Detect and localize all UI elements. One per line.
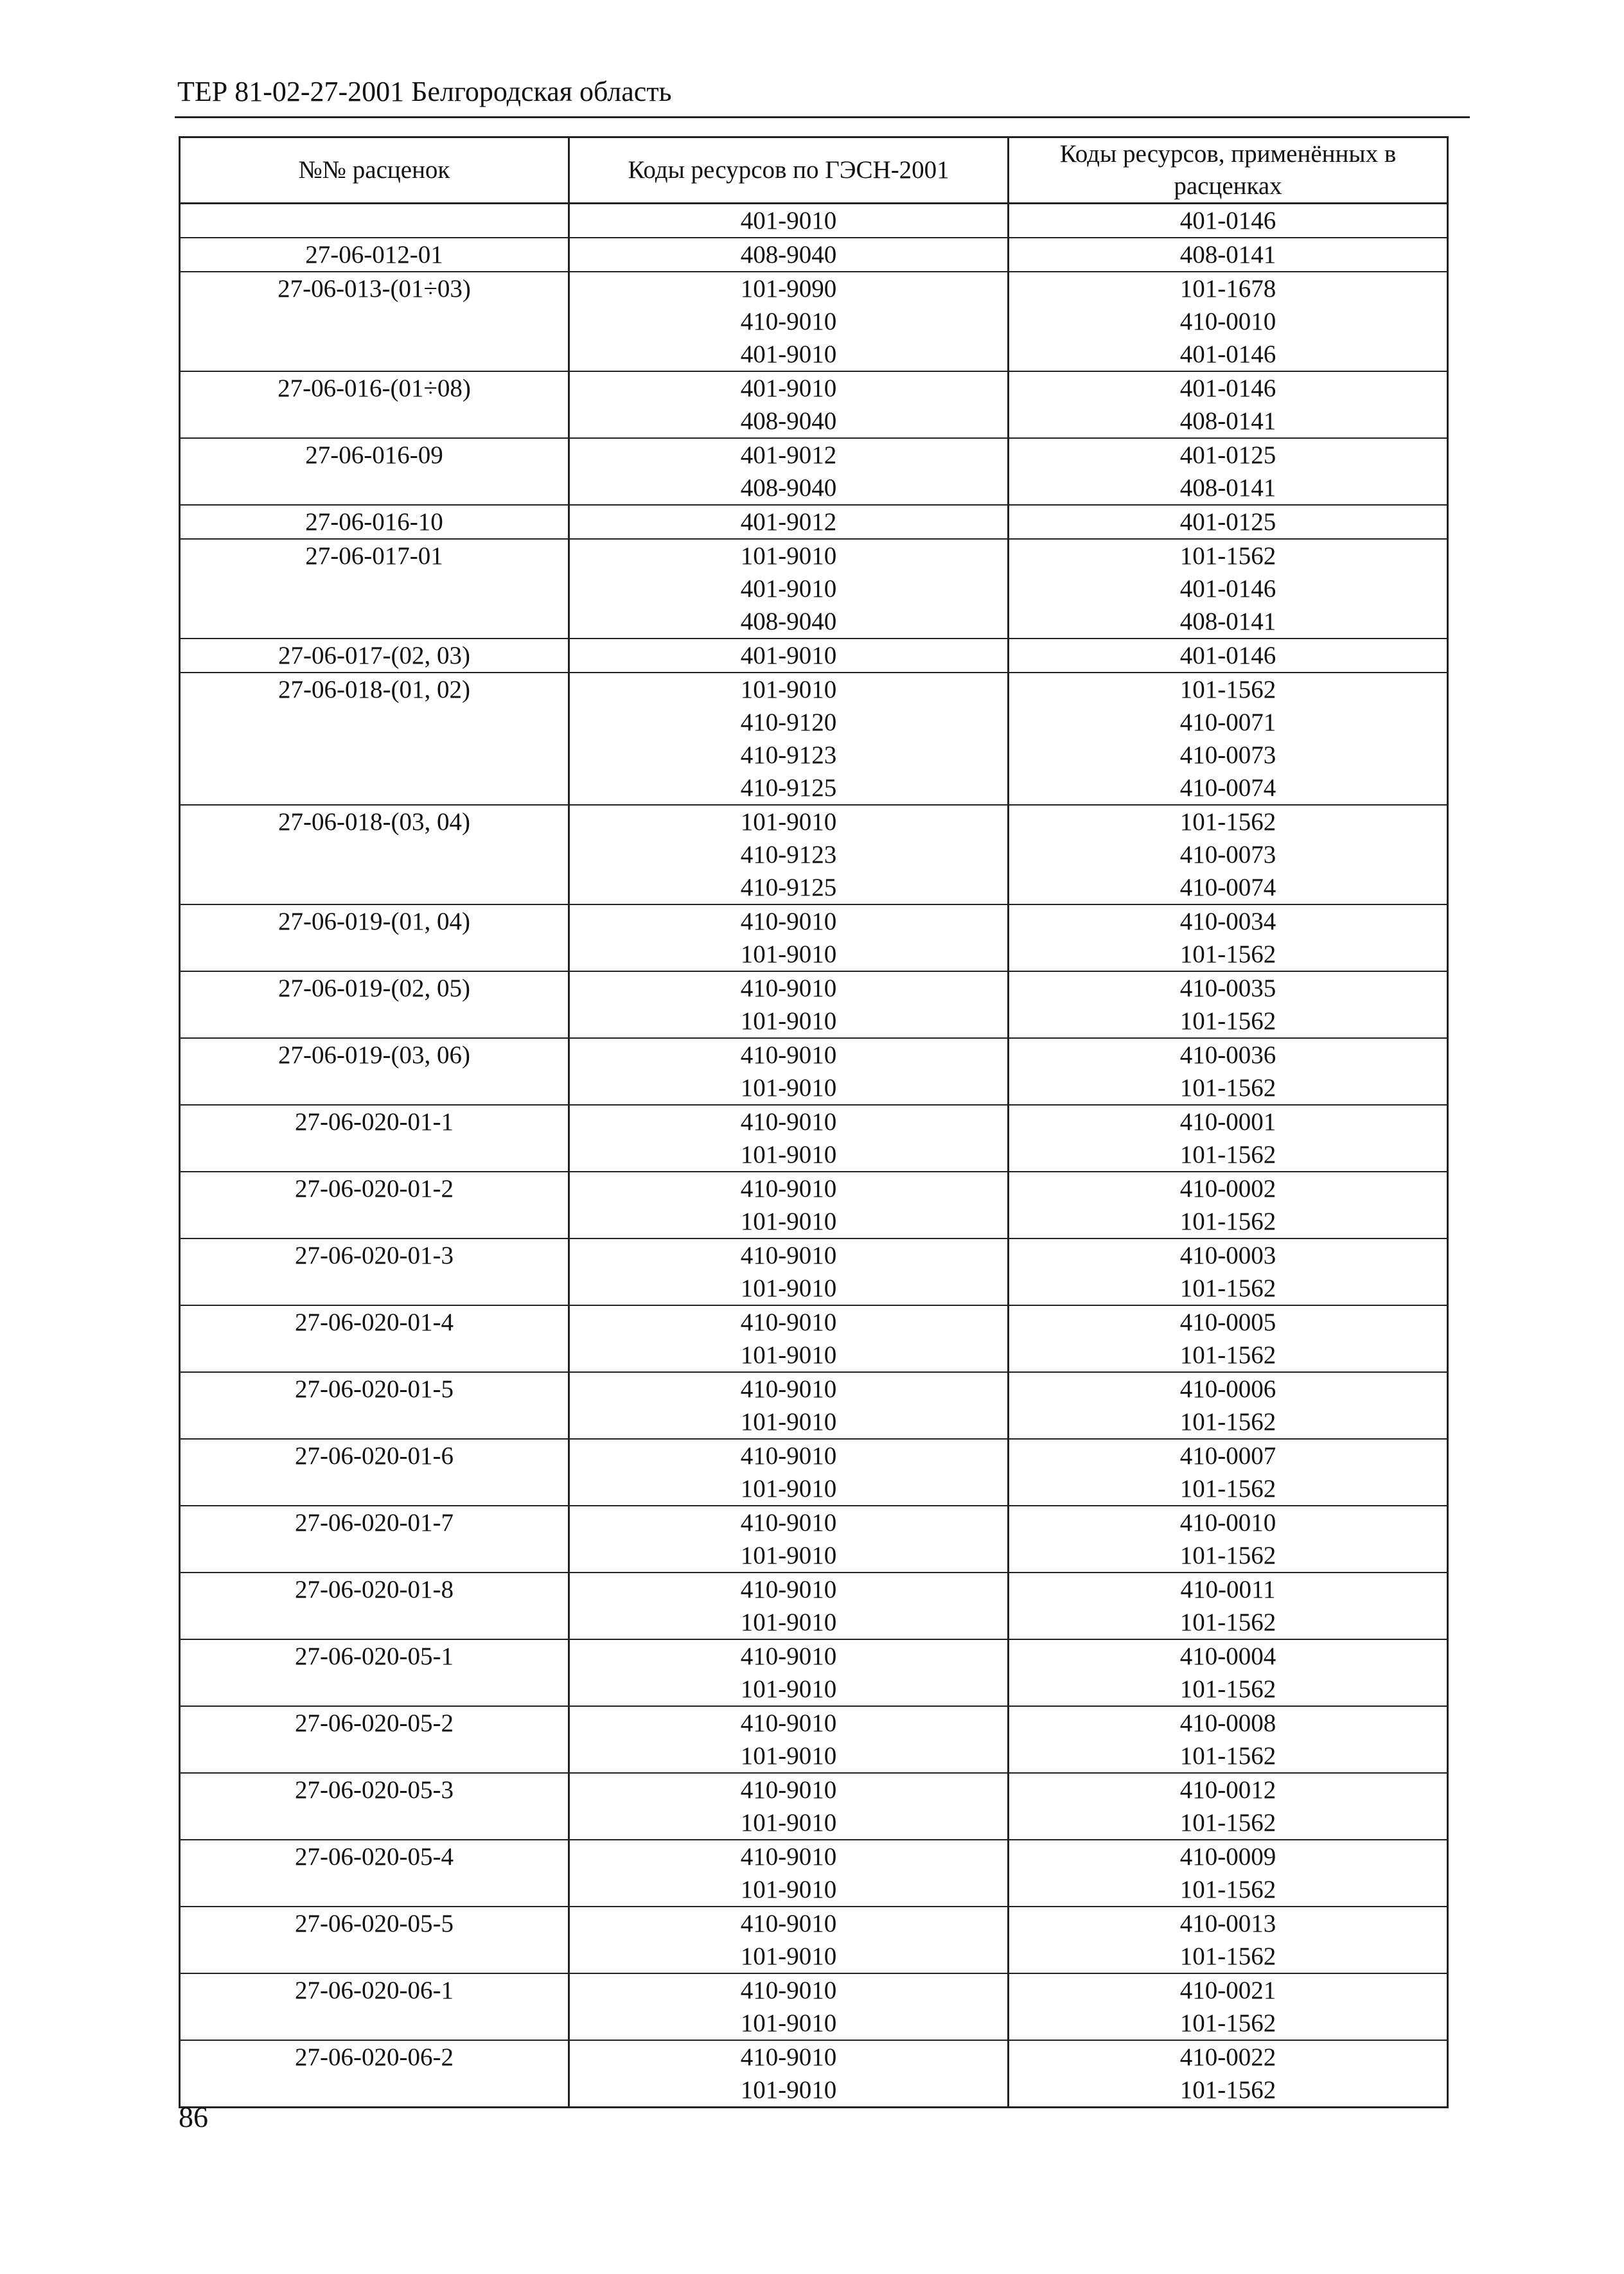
table-row bbox=[180, 1238, 1448, 1272]
applied-code-cell: 410-0073 bbox=[1009, 739, 1448, 771]
rate-number-cell: 27-06-020-05-3 bbox=[180, 1773, 569, 1806]
applied-code-cell: 410-0074 bbox=[1009, 771, 1448, 805]
rate-number-cell bbox=[180, 1806, 569, 1840]
table-row bbox=[180, 1506, 1448, 1539]
page-number: 86 bbox=[179, 2101, 208, 2133]
rate-number-cell: 27-06-020-01-1 bbox=[180, 1105, 569, 1138]
table-row bbox=[180, 1272, 1448, 1305]
applied-code-cell: 101-1562 bbox=[1009, 1071, 1448, 1105]
applied-code-cell: 101-1562 bbox=[1009, 1406, 1448, 1439]
gesn-code-cell: 101-9010 bbox=[569, 1740, 1009, 1773]
applied-code-cell: 101-1562 bbox=[1009, 1472, 1448, 1506]
applied-code-cell: 410-0006 bbox=[1009, 1372, 1448, 1406]
table-row bbox=[180, 706, 1448, 739]
rate-number-cell bbox=[180, 1940, 569, 1973]
gesn-code-cell: 410-9010 bbox=[569, 1038, 1009, 1071]
applied-code-cell: 410-0011 bbox=[1009, 1573, 1448, 1606]
header-rule bbox=[175, 116, 1470, 118]
gesn-code-cell: 410-9125 bbox=[569, 871, 1009, 904]
table-row bbox=[180, 371, 1448, 405]
applied-code-cell: 101-1562 bbox=[1009, 1339, 1448, 1372]
resource-codes-table bbox=[179, 136, 1449, 2108]
rate-number-cell: 27-06-020-05-1 bbox=[180, 1639, 569, 1673]
table-row bbox=[180, 771, 1448, 805]
rate-number-cell bbox=[180, 1472, 569, 1506]
gesn-code-cell: 410-9010 bbox=[569, 1639, 1009, 1673]
applied-code-cell: 408-0141 bbox=[1009, 605, 1448, 639]
gesn-code-cell: 410-9010 bbox=[569, 1573, 1009, 1606]
column-header-rate-number: №№ расценок bbox=[180, 137, 569, 204]
table-row bbox=[180, 838, 1448, 871]
gesn-code-cell: 401-9010 bbox=[569, 371, 1009, 405]
table-row bbox=[180, 572, 1448, 605]
applied-code-cell: 410-0001 bbox=[1009, 1105, 1448, 1138]
gesn-code-cell: 101-9010 bbox=[569, 1606, 1009, 1639]
table-row bbox=[180, 1005, 1448, 1038]
applied-code-cell: 410-0010 bbox=[1009, 305, 1448, 338]
applied-code-cell: 410-0021 bbox=[1009, 1973, 1448, 2007]
rate-number-cell bbox=[180, 1272, 569, 1305]
applied-code-cell: 401-0125 bbox=[1009, 505, 1448, 539]
applied-code-cell: 410-0013 bbox=[1009, 1907, 1448, 1940]
applied-code-cell: 410-0007 bbox=[1009, 1439, 1448, 1472]
table-row bbox=[180, 438, 1448, 472]
rate-number-cell: 27-06-020-05-4 bbox=[180, 1840, 569, 1873]
rate-number-cell: 27-06-017-01 bbox=[180, 539, 569, 572]
rate-number-cell bbox=[180, 1606, 569, 1639]
applied-code-cell: 401-0125 bbox=[1009, 438, 1448, 472]
rate-number-cell: 27-06-020-01-5 bbox=[180, 1372, 569, 1406]
gesn-code-cell: 101-9010 bbox=[569, 1272, 1009, 1305]
gesn-code-cell: 101-9010 bbox=[569, 1873, 1009, 1907]
applied-code-cell: 401-0146 bbox=[1009, 572, 1448, 605]
applied-code-cell: 401-0146 bbox=[1009, 338, 1448, 371]
table-row bbox=[180, 1105, 1448, 1138]
gesn-code-cell: 401-9012 bbox=[569, 505, 1009, 539]
gesn-code-cell: 410-9010 bbox=[569, 1773, 1009, 1806]
applied-code-cell: 101-1562 bbox=[1009, 1138, 1448, 1172]
rate-number-cell: 27-06-020-01-6 bbox=[180, 1439, 569, 1472]
gesn-code-cell: 410-9010 bbox=[569, 1907, 1009, 1940]
applied-code-cell: 101-1562 bbox=[1009, 1272, 1448, 1305]
applied-code-cell: 410-0009 bbox=[1009, 1840, 1448, 1873]
gesn-code-cell: 401-9010 bbox=[569, 204, 1009, 238]
table-row bbox=[180, 1806, 1448, 1840]
rate-number-cell bbox=[180, 2074, 569, 2108]
rate-number-cell: 27-06-017-(02, 03) bbox=[180, 639, 569, 673]
table-row bbox=[180, 1539, 1448, 1573]
rate-number-cell: 27-06-020-05-2 bbox=[180, 1706, 569, 1740]
applied-code-cell: 410-0022 bbox=[1009, 2040, 1448, 2074]
table-row bbox=[180, 1873, 1448, 1907]
applied-code-cell: 410-0002 bbox=[1009, 1172, 1448, 1205]
table-row bbox=[180, 805, 1448, 838]
rate-number-cell bbox=[180, 2007, 569, 2040]
applied-code-cell: 410-0071 bbox=[1009, 706, 1448, 739]
applied-code-cell: 408-0141 bbox=[1009, 405, 1448, 438]
applied-code-cell: 101-1562 bbox=[1009, 1673, 1448, 1706]
table-row bbox=[180, 1172, 1448, 1205]
rate-number-cell bbox=[180, 204, 569, 238]
rate-number-cell bbox=[180, 405, 569, 438]
table-row bbox=[180, 1773, 1448, 1806]
applied-code-cell: 101-1562 bbox=[1009, 2074, 1448, 2108]
gesn-code-cell: 101-9010 bbox=[569, 1205, 1009, 1238]
table-row bbox=[180, 2040, 1448, 2074]
applied-code-cell: 408-0141 bbox=[1009, 472, 1448, 505]
applied-code-cell: 101-1562 bbox=[1009, 1005, 1448, 1038]
table-row bbox=[180, 1907, 1448, 1940]
table-row bbox=[180, 1740, 1448, 1773]
rate-number-cell: 27-06-016-10 bbox=[180, 505, 569, 539]
rate-number-cell: 27-06-020-01-8 bbox=[180, 1573, 569, 1606]
rate-number-cell bbox=[180, 838, 569, 871]
applied-code-cell: 101-1562 bbox=[1009, 1873, 1448, 1907]
gesn-code-cell: 408-9040 bbox=[569, 605, 1009, 639]
gesn-code-cell: 101-9010 bbox=[569, 539, 1009, 572]
applied-code-cell: 101-1562 bbox=[1009, 1539, 1448, 1573]
rate-number-cell bbox=[180, 1138, 569, 1172]
page-header: ТЕР 81-02-27-2001 Белгородская область bbox=[177, 76, 672, 107]
applied-code-cell: 410-0036 bbox=[1009, 1038, 1448, 1071]
applied-code-cell: 101-1562 bbox=[1009, 1740, 1448, 1773]
rate-number-cell: 27-06-019-(01, 04) bbox=[180, 904, 569, 938]
gesn-code-cell: 410-9120 bbox=[569, 706, 1009, 739]
rate-number-cell bbox=[180, 739, 569, 771]
table-row bbox=[180, 1372, 1448, 1406]
gesn-code-cell: 101-9010 bbox=[569, 1539, 1009, 1573]
rate-number-cell: 27-06-016-09 bbox=[180, 438, 569, 472]
applied-code-cell: 410-0003 bbox=[1009, 1238, 1448, 1272]
gesn-code-cell: 101-9090 bbox=[569, 272, 1009, 305]
applied-code-cell: 410-0005 bbox=[1009, 1305, 1448, 1339]
applied-code-cell: 401-0146 bbox=[1009, 639, 1448, 673]
gesn-code-cell: 410-9125 bbox=[569, 771, 1009, 805]
table-row bbox=[180, 472, 1448, 505]
gesn-code-cell: 401-9012 bbox=[569, 438, 1009, 472]
table-body bbox=[180, 204, 1448, 2108]
table-row bbox=[180, 2074, 1448, 2108]
applied-code-cell: 101-1562 bbox=[1009, 1606, 1448, 1639]
rate-number-cell: 27-06-013-(01÷03) bbox=[180, 272, 569, 305]
rate-number-cell bbox=[180, 472, 569, 505]
applied-code-cell: 410-0035 bbox=[1009, 971, 1448, 1005]
applied-code-cell: 101-1562 bbox=[1009, 1205, 1448, 1238]
gesn-code-cell: 410-9010 bbox=[569, 1305, 1009, 1339]
gesn-code-cell: 410-9010 bbox=[569, 1172, 1009, 1205]
gesn-code-cell: 410-9010 bbox=[569, 1506, 1009, 1539]
rate-number-cell: 27-06-020-01-2 bbox=[180, 1172, 569, 1205]
gesn-code-cell: 401-9010 bbox=[569, 572, 1009, 605]
rate-number-cell: 27-06-019-(02, 05) bbox=[180, 971, 569, 1005]
table-row bbox=[180, 639, 1448, 673]
table-row bbox=[180, 1840, 1448, 1873]
applied-code-cell: 101-1562 bbox=[1009, 805, 1448, 838]
rate-number-cell: 27-06-018-(03, 04) bbox=[180, 805, 569, 838]
rate-number-cell: 27-06-020-01-4 bbox=[180, 1305, 569, 1339]
gesn-code-cell: 410-9010 bbox=[569, 1105, 1009, 1138]
applied-code-cell: 101-1678 bbox=[1009, 272, 1448, 305]
rate-number-cell: 27-06-016-(01÷08) bbox=[180, 371, 569, 405]
applied-code-cell: 401-0146 bbox=[1009, 371, 1448, 405]
table-row bbox=[180, 1973, 1448, 2007]
table-row bbox=[180, 1205, 1448, 1238]
table-row bbox=[180, 1573, 1448, 1606]
table-row bbox=[180, 405, 1448, 438]
rate-number-cell bbox=[180, 605, 569, 639]
gesn-code-cell: 101-9010 bbox=[569, 805, 1009, 838]
table-row bbox=[180, 1071, 1448, 1105]
gesn-code-cell: 101-9010 bbox=[569, 673, 1009, 706]
gesn-code-cell: 101-9010 bbox=[569, 2074, 1009, 2108]
gesn-code-cell: 401-9010 bbox=[569, 639, 1009, 673]
table-row bbox=[180, 739, 1448, 771]
rate-number-cell: 27-06-020-06-2 bbox=[180, 2040, 569, 2074]
table-row bbox=[180, 305, 1448, 338]
gesn-code-cell: 101-9010 bbox=[569, 1406, 1009, 1439]
gesn-code-cell: 408-9040 bbox=[569, 238, 1009, 272]
rate-number-cell bbox=[180, 1539, 569, 1573]
applied-code-cell: 101-1562 bbox=[1009, 673, 1448, 706]
rate-number-cell bbox=[180, 1205, 569, 1238]
table-row bbox=[180, 1138, 1448, 1172]
table-row bbox=[180, 2007, 1448, 2040]
applied-code-cell: 410-0012 bbox=[1009, 1773, 1448, 1806]
applied-code-cell: 410-0073 bbox=[1009, 838, 1448, 871]
rate-number-cell bbox=[180, 1339, 569, 1372]
gesn-code-cell: 401-9010 bbox=[569, 338, 1009, 371]
gesn-code-cell: 101-9010 bbox=[569, 1339, 1009, 1372]
gesn-code-cell: 410-9010 bbox=[569, 904, 1009, 938]
table-row bbox=[180, 1639, 1448, 1673]
gesn-code-cell: 408-9040 bbox=[569, 472, 1009, 505]
rate-number-cell bbox=[180, 338, 569, 371]
applied-code-cell: 101-1562 bbox=[1009, 1806, 1448, 1840]
table-row bbox=[180, 1706, 1448, 1740]
column-header-applied-codes: Коды ресурсов, применённых в расценках bbox=[1009, 137, 1448, 204]
rate-number-cell bbox=[180, 1873, 569, 1907]
gesn-code-cell: 410-9123 bbox=[569, 739, 1009, 771]
applied-code-cell: 101-1562 bbox=[1009, 1940, 1448, 1973]
rate-number-cell bbox=[180, 1673, 569, 1706]
table-row bbox=[180, 204, 1448, 238]
gesn-code-cell: 101-9010 bbox=[569, 1071, 1009, 1105]
table-row bbox=[180, 272, 1448, 305]
gesn-code-cell: 101-9010 bbox=[569, 1673, 1009, 1706]
applied-code-cell: 410-0074 bbox=[1009, 871, 1448, 904]
applied-code-cell: 101-1562 bbox=[1009, 539, 1448, 572]
gesn-code-cell: 410-9010 bbox=[569, 1439, 1009, 1472]
rate-number-cell: 27-06-012-01 bbox=[180, 238, 569, 272]
table-row bbox=[180, 904, 1448, 938]
rate-number-cell bbox=[180, 871, 569, 904]
rate-number-cell: 27-06-019-(03, 06) bbox=[180, 1038, 569, 1071]
table-row bbox=[180, 238, 1448, 272]
gesn-code-cell: 410-9010 bbox=[569, 971, 1009, 1005]
rate-number-cell bbox=[180, 938, 569, 971]
table-row bbox=[180, 1038, 1448, 1071]
table-row bbox=[180, 673, 1448, 706]
applied-code-cell: 410-0004 bbox=[1009, 1639, 1448, 1673]
gesn-code-cell: 410-9010 bbox=[569, 1840, 1009, 1873]
rate-number-cell: 27-06-018-(01, 02) bbox=[180, 673, 569, 706]
table-row bbox=[180, 1439, 1448, 1472]
gesn-code-cell: 408-9040 bbox=[569, 405, 1009, 438]
rate-number-cell bbox=[180, 1071, 569, 1105]
rate-number-cell bbox=[180, 771, 569, 805]
rate-number-cell bbox=[180, 572, 569, 605]
rate-number-cell: 27-06-020-05-5 bbox=[180, 1907, 569, 1940]
gesn-code-cell: 101-9010 bbox=[569, 1005, 1009, 1038]
gesn-code-cell: 410-9010 bbox=[569, 1973, 1009, 2007]
rate-number-cell bbox=[180, 706, 569, 739]
rate-number-cell bbox=[180, 1406, 569, 1439]
table-row bbox=[180, 605, 1448, 639]
gesn-code-cell: 410-9010 bbox=[569, 1238, 1009, 1272]
table-row bbox=[180, 971, 1448, 1005]
applied-code-cell: 410-0008 bbox=[1009, 1706, 1448, 1740]
table-row bbox=[180, 505, 1448, 539]
column-header-gesn-codes: Коды ресурсов по ГЭСН-2001 bbox=[569, 137, 1009, 204]
rate-number-cell: 27-06-020-01-3 bbox=[180, 1238, 569, 1272]
table-row bbox=[180, 1472, 1448, 1506]
table-row bbox=[180, 871, 1448, 904]
table-row bbox=[180, 938, 1448, 971]
table-row bbox=[180, 1606, 1448, 1639]
table-row bbox=[180, 338, 1448, 371]
applied-code-cell: 401-0146 bbox=[1009, 204, 1448, 238]
rate-number-cell: 27-06-020-06-1 bbox=[180, 1973, 569, 2007]
applied-code-cell: 101-1562 bbox=[1009, 938, 1448, 971]
applied-code-cell: 410-0010 bbox=[1009, 1506, 1448, 1539]
table-row bbox=[180, 1339, 1448, 1372]
rate-number-cell bbox=[180, 1005, 569, 1038]
gesn-code-cell: 410-9010 bbox=[569, 305, 1009, 338]
table-row bbox=[180, 1305, 1448, 1339]
gesn-code-cell: 101-9010 bbox=[569, 2007, 1009, 2040]
table-row bbox=[180, 1940, 1448, 1973]
applied-code-cell: 101-1562 bbox=[1009, 2007, 1448, 2040]
rate-number-cell bbox=[180, 1740, 569, 1773]
gesn-code-cell: 101-9010 bbox=[569, 938, 1009, 971]
applied-code-cell: 410-0034 bbox=[1009, 904, 1448, 938]
gesn-code-cell: 101-9010 bbox=[569, 1472, 1009, 1506]
gesn-code-cell: 101-9010 bbox=[569, 1940, 1009, 1973]
rate-number-cell: 27-06-020-01-7 bbox=[180, 1506, 569, 1539]
table-row bbox=[180, 1673, 1448, 1706]
gesn-code-cell: 410-9123 bbox=[569, 838, 1009, 871]
gesn-code-cell: 101-9010 bbox=[569, 1806, 1009, 1840]
applied-code-cell: 408-0141 bbox=[1009, 238, 1448, 272]
table-row bbox=[180, 539, 1448, 572]
rate-number-cell bbox=[180, 305, 569, 338]
gesn-code-cell: 410-9010 bbox=[569, 1706, 1009, 1740]
gesn-code-cell: 410-9010 bbox=[569, 1372, 1009, 1406]
gesn-code-cell: 410-9010 bbox=[569, 2040, 1009, 2074]
table-row bbox=[180, 1406, 1448, 1439]
gesn-code-cell: 101-9010 bbox=[569, 1138, 1009, 1172]
table-header-row bbox=[180, 137, 1448, 204]
